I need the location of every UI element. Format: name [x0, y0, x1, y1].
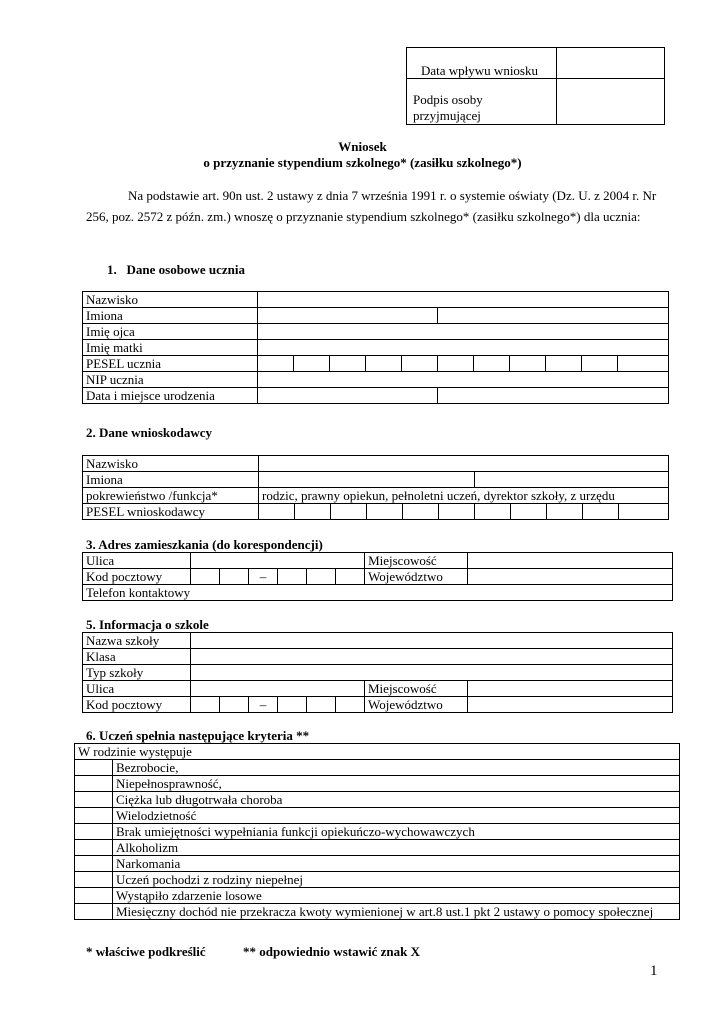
section1-heading	[107, 262, 245, 278]
school-label: Kod pocztowy	[83, 697, 191, 713]
student-row-label: Imiona	[83, 308, 258, 324]
pesel-digit-cell[interactable]	[438, 356, 474, 372]
school-label: Województwo	[365, 697, 468, 713]
school-label: Ulica	[83, 681, 191, 697]
criteria-label: Wielodzietność	[113, 808, 680, 824]
receipt-date-label: Data wpływu wniosku	[407, 48, 557, 79]
intro-paragraph: Na podstawie art. 90n ust. 2 ustawy z dnia 7 września 1991 r. o systemie oświaty (Dz. U. z 2004 r. Nr 256, poz. 2572 z późn. zm.) wnoszę o przyznanie stypendium szkolnego* (zasiłku szkolnego*) dla ucznia:	[86, 188, 657, 224]
pesel-digit-cell[interactable]	[366, 356, 402, 372]
relation-options[interactable]: rodzic, prawny opiekun, pełnoletni uczeń, dyrektor szkoły, z urzędu	[259, 488, 669, 504]
applicant-pesel-digit-cell[interactable]	[367, 504, 403, 520]
applicant-data-table	[82, 455, 669, 520]
address-label: Ulica	[83, 553, 191, 569]
pesel-digit-cell[interactable]	[546, 356, 582, 372]
section2-heading: 2. Dane wnioskodawcy	[86, 425, 213, 440]
school-postal-digit-cell[interactable]	[336, 697, 365, 713]
criteria-label: Uczeń pochodzi z rodziny niepełnej	[113, 872, 680, 888]
applicant-row-label: Nazwisko	[83, 456, 259, 472]
birth-date-field[interactable]	[258, 388, 438, 404]
postal-dash: –	[249, 569, 278, 585]
receipt-box	[406, 47, 665, 125]
pesel-digit-cell[interactable]	[402, 356, 438, 372]
applicant-pesel-digit-cell[interactable]	[439, 504, 475, 520]
applicant-pesel-digit-cell[interactable]	[547, 504, 583, 520]
address-label: Kod pocztowy	[83, 569, 191, 585]
postal-digit-cell[interactable]	[191, 569, 220, 585]
criteria-checkbox[interactable]	[75, 872, 113, 888]
postal-digit-cell[interactable]	[336, 569, 365, 585]
criteria-label: Brak umiejętności wypełniania funkcji opiekuńczo-wychowawczych	[113, 824, 680, 840]
applicant-pesel-digit-cell[interactable]	[295, 504, 331, 520]
applicant-pesel-digit-cell[interactable]	[259, 504, 295, 520]
applicant-row-label: Imiona	[83, 472, 259, 488]
applicant-pesel-digit-cell[interactable]	[403, 504, 439, 520]
applicant-first-name-field[interactable]	[259, 472, 475, 488]
applicant-row-label: pokrewieństwo /funkcja*	[83, 488, 259, 504]
class-field[interactable]	[191, 649, 673, 665]
applicant-pesel-digit-cell[interactable]	[475, 504, 511, 520]
postal-digit-cell[interactable]	[278, 569, 307, 585]
applicant-pesel-digit-cell[interactable]	[619, 504, 669, 520]
student-second-name-field[interactable]	[438, 308, 669, 324]
student-row-label: PESEL ucznia	[83, 356, 258, 372]
criteria-checkbox[interactable]	[75, 792, 113, 808]
criteria-checkbox[interactable]	[75, 760, 113, 776]
footnote-mark-x: ** odpowiednio wstawić znak X	[243, 944, 420, 959]
birth-place-field[interactable]	[438, 388, 669, 404]
section1-title: Dane osobowe ucznia	[126, 262, 245, 277]
criteria-checkbox[interactable]	[75, 824, 113, 840]
school-type-field[interactable]	[191, 665, 673, 681]
school-province-field[interactable]	[468, 697, 673, 713]
student-first-name-field[interactable]	[258, 308, 438, 324]
phone-row[interactable]	[83, 585, 673, 601]
criteria-label: Miesięczny dochód nie przekracza kwoty wymienionej w art.8 ust.1 pkt 2 ustawy o pomocy społecznej	[113, 904, 680, 920]
footnote-underline: * właściwe podkreślić	[86, 944, 206, 959]
document-title	[0, 139, 725, 171]
school-street-field[interactable]	[191, 681, 365, 697]
school-label: Nazwa szkoły	[83, 633, 191, 649]
page-number: 1	[650, 963, 658, 979]
criteria-checkbox[interactable]	[75, 888, 113, 904]
school-postal-digit-cell[interactable]	[307, 697, 336, 713]
criteria-label: Ciężka lub długotrwała choroba	[113, 792, 680, 808]
student-row-label: Imię ojca	[83, 324, 258, 340]
criteria-checkbox[interactable]	[75, 840, 113, 856]
school-city-field[interactable]	[468, 681, 673, 697]
criteria-table	[74, 743, 680, 920]
province-field[interactable]	[468, 569, 673, 585]
nip-field[interactable]	[258, 372, 669, 388]
pesel-digit-cell[interactable]	[294, 356, 330, 372]
section6-heading: 6. Uczeń spełnia następujące kryteria **	[86, 728, 310, 743]
criteria-label: Narkomania	[113, 856, 680, 872]
school-postal-dash: –	[249, 697, 278, 713]
applicant-second-name-field[interactable]	[475, 472, 669, 488]
applicant-surname-field[interactable]	[259, 456, 669, 472]
criteria-checkbox[interactable]	[75, 808, 113, 824]
street-field[interactable]	[191, 553, 365, 569]
applicant-pesel-digit-cell[interactable]	[583, 504, 619, 520]
receipt-date-field[interactable]	[557, 48, 665, 79]
student-row-label: Nazwisko	[83, 292, 258, 308]
criteria-checkbox[interactable]	[75, 776, 113, 792]
address-label: Miejscowość	[365, 553, 468, 569]
city-field[interactable]	[468, 553, 673, 569]
school-table	[82, 632, 673, 713]
address-table	[82, 552, 673, 601]
criteria-label: Wystąpiło zdarzenie losowe	[113, 888, 680, 904]
pesel-digit-cell[interactable]	[510, 356, 546, 372]
criteria-label: Niepełnosprawność,	[113, 776, 680, 792]
pesel-digit-cell[interactable]	[474, 356, 510, 372]
pesel-digit-cell[interactable]	[582, 356, 618, 372]
student-row-label: Imię matki	[83, 340, 258, 356]
school-label: Miejscowość	[365, 681, 468, 697]
section5-heading: 5. Informacja o szkole	[86, 617, 209, 632]
postal-digit-cell[interactable]	[307, 569, 336, 585]
section1-number: 1.	[107, 262, 117, 277]
student-row-label: Data i miejsce urodzenia	[83, 388, 258, 404]
title-line2: o przyznanie stypendium szkolnego* (zasiłku szkolnego*)	[203, 155, 522, 170]
father-name-field[interactable]	[258, 324, 669, 340]
school-label: Typ szkoły	[83, 665, 191, 681]
pesel-digit-cell[interactable]	[258, 356, 294, 372]
address-label: Województwo	[365, 569, 468, 585]
criteria-checkbox[interactable]	[75, 856, 113, 872]
school-postal-digit-cell[interactable]	[191, 697, 220, 713]
title-line1: Wniosek	[338, 139, 387, 154]
criteria-label: Bezrobocie,	[113, 760, 680, 776]
pesel-digit-cell[interactable]	[618, 356, 669, 372]
receipt-signature-label: Podpis osoby przyjmującej	[407, 79, 557, 125]
receipt-signature-field[interactable]	[557, 79, 665, 125]
school-label: Klasa	[83, 649, 191, 665]
school-postal-digit-cell[interactable]	[220, 697, 249, 713]
student-data-table	[82, 291, 669, 404]
section3-heading: 3. Adres zamieszkania (do korespondencji)	[86, 537, 323, 552]
criteria-checkbox[interactable]	[75, 904, 113, 920]
applicant-pesel-digit-cell[interactable]	[511, 504, 547, 520]
phone-label: Telefon kontaktowy	[86, 585, 191, 600]
applicant-row-label: PESEL wnioskodawcy	[83, 504, 259, 520]
criteria-header: W rodzinie występuje	[75, 744, 680, 760]
school-name-field[interactable]	[191, 633, 673, 649]
student-surname-field[interactable]	[258, 292, 669, 308]
pesel-digit-cell[interactable]	[330, 356, 366, 372]
criteria-label: Alkoholizm	[113, 840, 680, 856]
mother-name-field[interactable]	[258, 340, 669, 356]
postal-digit-cell[interactable]	[220, 569, 249, 585]
student-row-label: NIP ucznia	[83, 372, 258, 388]
school-postal-digit-cell[interactable]	[278, 697, 307, 713]
applicant-pesel-digit-cell[interactable]	[331, 504, 367, 520]
